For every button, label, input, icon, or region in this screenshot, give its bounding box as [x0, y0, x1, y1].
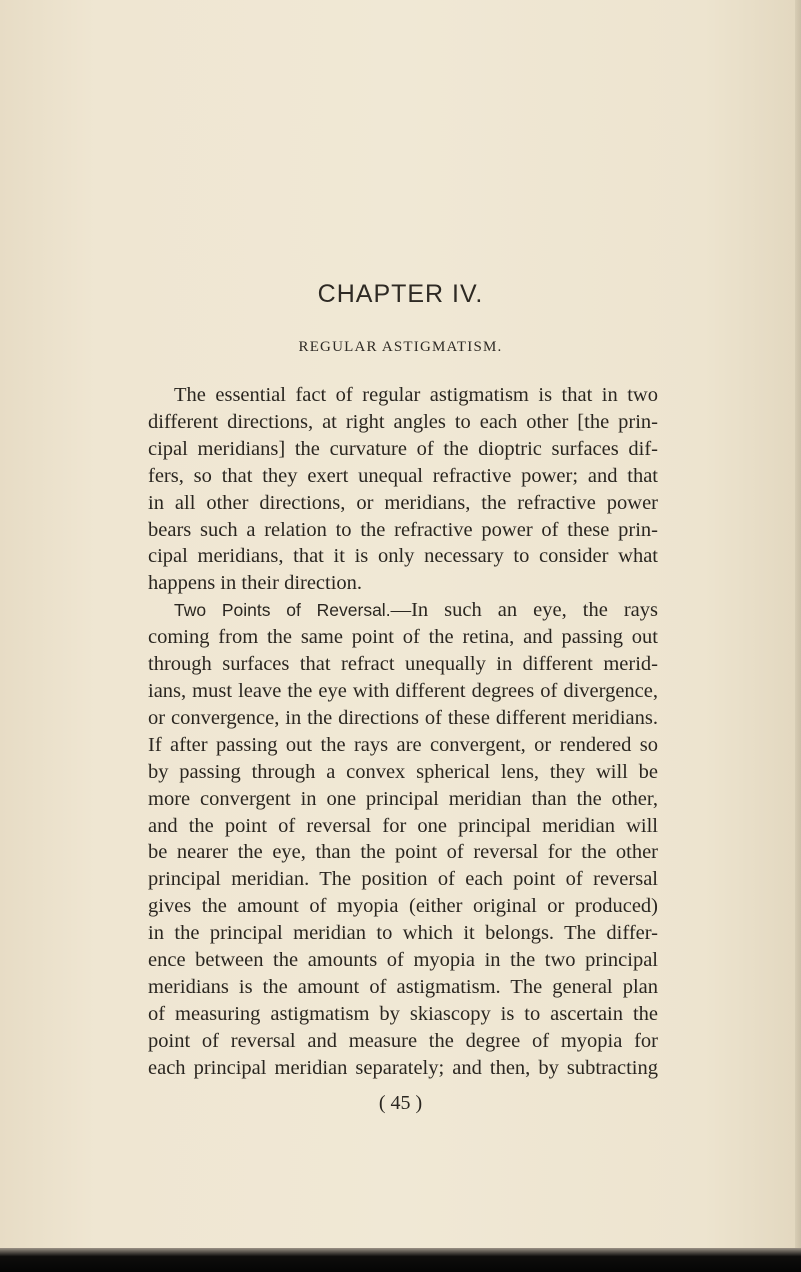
paragraph-1-line: happens in their direction.: [148, 572, 363, 595]
paragraph-2-line: principal meridian. The position of each point of reversal: [148, 868, 658, 891]
paragraph-2-line: coming from the same point of the retina, and passing out: [148, 626, 658, 649]
paragraph-2-line: in the principal meridian to which it belongs. The differ-: [148, 922, 658, 945]
paragraph-2-line: meridians is the amount of astigmatism. The general plan: [148, 975, 658, 998]
paragraph-1-line: in all other directions, or meridians, the refractive power: [148, 491, 658, 514]
paragraph-2-line: by passing through a convex spherical lens, they will be: [148, 760, 658, 783]
paragraph-2-line: gives the amount of myopia (either original or produced): [148, 895, 658, 918]
paragraph-1-line: different directions, at right angles to each other [the prin-: [148, 410, 658, 433]
page-bottom-edge: [0, 1248, 801, 1272]
paragraph-1-line: cipal meridians, that it is only necessary to consider what: [148, 545, 658, 568]
paragraph-2-line: ence between the amounts of myopia in the two principal: [148, 949, 658, 972]
paragraph-2-line: point of reversal and measure the degree of myopia for: [148, 1029, 658, 1052]
paragraph-2-line: ians, must leave the eye with different degrees of divergence,: [148, 679, 658, 702]
paragraph-1-line: fers, so that they exert unequal refractive power; and that: [148, 464, 658, 487]
page-number: ( 45 ): [378, 1092, 423, 1114]
page-right-edge: [795, 0, 801, 1272]
paragraph-2-line: be nearer the eye, than the point of reversal for the other: [148, 841, 658, 864]
chapter-heading: CHAPTER IV.: [317, 280, 484, 308]
paragraph-2-line: —In such an eye, the rays: [390, 599, 659, 622]
paragraph-2-line: more convergent in one principal meridian than the other,: [148, 787, 658, 810]
paragraph-2-line: of measuring astigmatism by skiascopy is to ascertain the: [148, 1002, 658, 1025]
paragraph-1-line: The essential fact of regular astigmatism is that in two: [174, 384, 658, 406]
run-in-heading: Two Points of Reversal.: [174, 600, 391, 621]
paragraph-2-line: each principal meridian separately; and then, by subtracting: [148, 1056, 658, 1079]
paragraph-1-line: bears such a relation to the refractive power of these prin-: [148, 518, 658, 541]
body-text: [148, 382, 658, 1082]
paragraph-2-line: and the point of reversal for one principal meridian will: [148, 814, 658, 837]
paragraph-1-line: cipal meridians] the curvature of the dioptric surfaces dif-: [148, 437, 658, 460]
paragraph-2-first-line: [148, 597, 658, 624]
paragraph-2-line: If after passing out the rays are convergent, or rendered so: [148, 733, 658, 756]
section-heading: REGULAR ASTIGMATISM.: [298, 339, 503, 355]
paragraph-2-line: or convergence, in the directions of these different meridians.: [148, 706, 658, 729]
paragraph-2-line: through surfaces that refract unequally in different merid-: [148, 653, 658, 676]
